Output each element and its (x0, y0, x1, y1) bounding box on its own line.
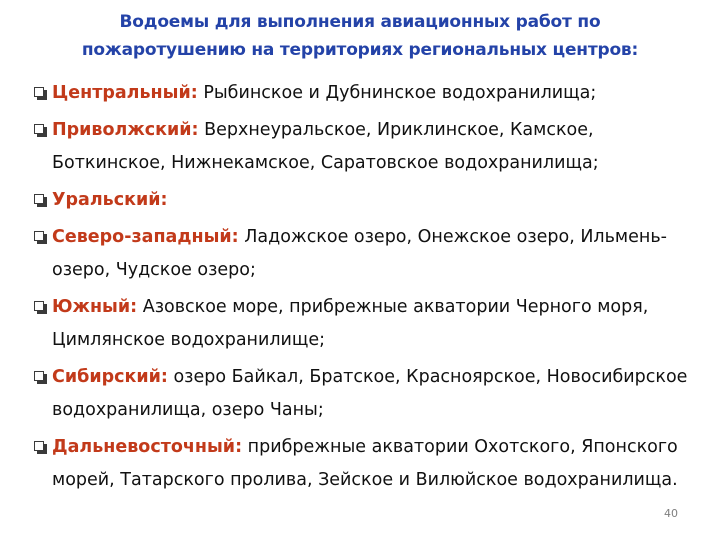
reservoir-text: Рыбинское и Дубнинское водохранилища; (203, 83, 597, 103)
reservoir-text: прибрежные акватории Охотского, Японского морей, Татарского пролива, Зейское и Вилюйское водохранилища. (52, 437, 678, 490)
list-item-far-east (34, 431, 694, 497)
region-label: Северо-западный: (52, 227, 239, 247)
list-item-ural (34, 184, 694, 217)
checkbox-square-icon (34, 194, 47, 207)
region-label: Приволжский: (52, 120, 199, 140)
region-label: Дальневосточный: (52, 437, 243, 457)
slide-title-line-1: Водоемы для выполнения авиационных работ по (119, 12, 601, 32)
region-label: Южный: (52, 297, 138, 317)
slide-title-line-2: пожаротушению на территориях региональных центров: (81, 40, 639, 60)
checkbox-square-icon (34, 231, 47, 244)
checkbox-square-icon (34, 87, 47, 100)
list-item-central (34, 77, 694, 110)
checkbox-square-icon (34, 441, 47, 454)
reservoir-text: Верхнеуральское, Ириклинское, Камское, Боткинское, Нижнекамское, Саратовское водохранилища; (52, 120, 599, 173)
slide-title (0, 8, 720, 64)
region-label: Сибирский: (52, 367, 168, 387)
region-list (34, 77, 694, 501)
checkbox-square-icon (34, 371, 47, 384)
reservoir-text: озеро Байкал, Братское, Красноярское, Новосибирское водохранилища, озеро Чаны; (52, 367, 688, 420)
list-item-siberia (34, 361, 694, 427)
list-item-northwest (34, 221, 694, 287)
region-label: Центральный: (52, 83, 198, 103)
list-item-south (34, 291, 694, 357)
checkbox-square-icon (34, 301, 47, 314)
reservoir-text: Ладожское озеро, Онежское озеро, Ильмень-озеро, Чудское озеро; (52, 227, 667, 280)
checkbox-square-icon (34, 124, 47, 137)
reservoir-text: Азовское море, прибрежные акватории Черного моря, Цимлянское водохранилище; (52, 297, 649, 350)
list-item-volga (34, 114, 694, 180)
page-number: 40 (664, 507, 678, 520)
region-label: Уральский: (52, 190, 168, 210)
